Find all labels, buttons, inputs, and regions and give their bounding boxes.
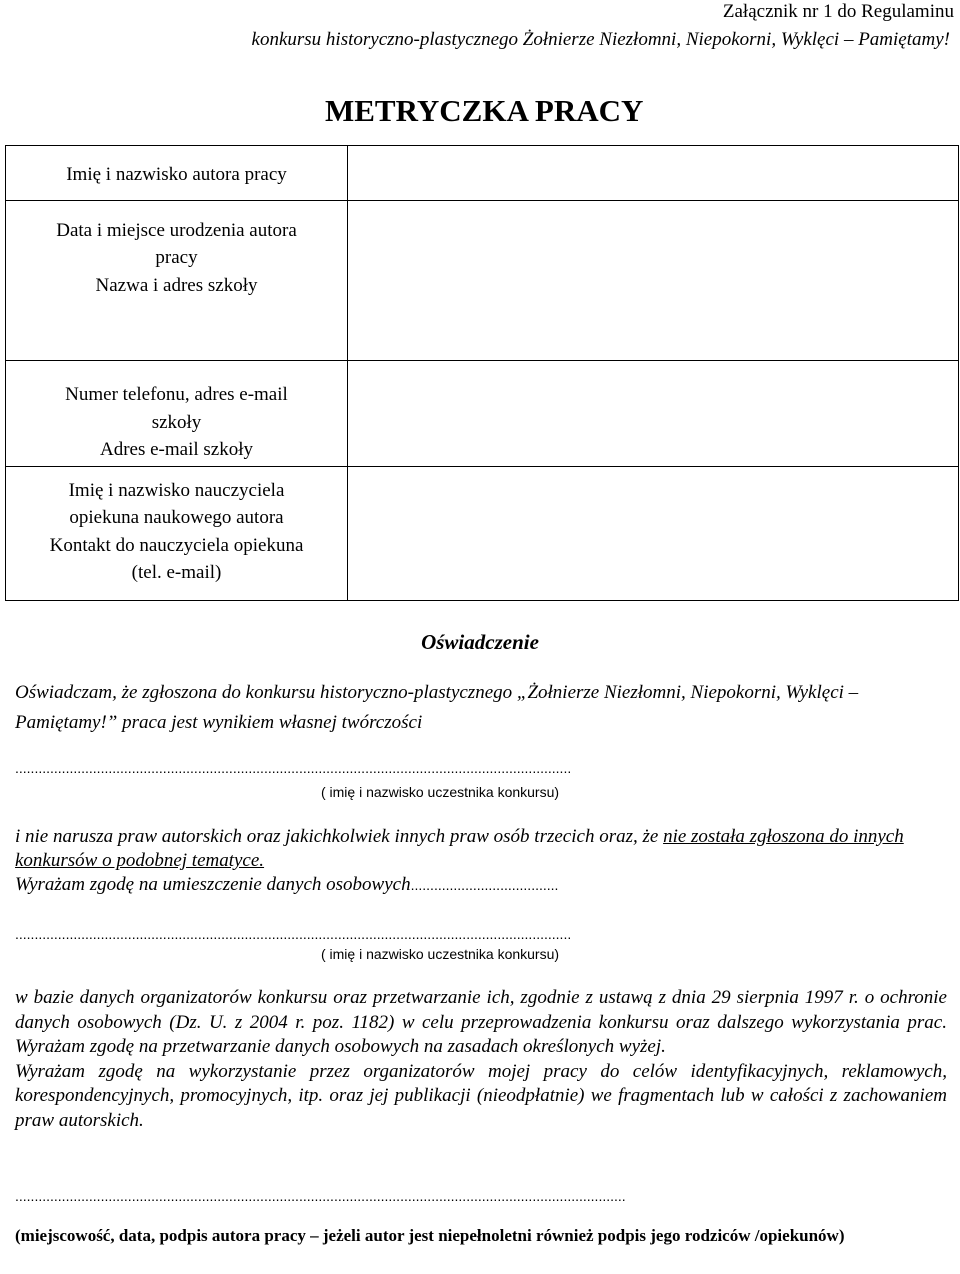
- signature-dotted-line[interactable]: .............................................................................................................................................................: [15, 1188, 626, 1204]
- participant-name-dotted-line[interactable]: ...............................................................................................................................................: [15, 760, 572, 776]
- form-row-birth-school: [6, 200, 959, 361]
- declaration-text: i nie narusza praw autorskich oraz jakichkolwiek innych praw osób trzecich oraz, że: [15, 826, 664, 847]
- label-line: Kontakt do nauczyciela opiekuna: [49, 534, 304, 556]
- form-row-school-contact: [6, 361, 959, 466]
- form-field-school-contact[interactable]: [348, 361, 959, 466]
- form-label-teacher: [6, 466, 348, 601]
- participant-name-caption-2: ( imię i nazwisko uczestnika konkursu): [320, 946, 560, 962]
- label-line: (tel. e-mail): [131, 562, 222, 583]
- label-line: Numer telefonu, adres e-mail: [65, 384, 288, 406]
- declaration-paragraph-3: [15, 986, 947, 1134]
- form-field-birth-school[interactable]: [348, 200, 959, 361]
- attachment-header: Załącznik nr 1 do Regulaminu: [722, 1, 954, 22]
- participant-name-caption: ( imię i nazwisko uczestnika konkursu): [320, 784, 560, 800]
- label-line: Adres e-mail szkoły: [99, 439, 253, 461]
- underlined-statement: nie została zgłoszona do innych konkursów o podobnej tematyce.: [15, 826, 904, 871]
- form-field-teacher[interactable]: [348, 466, 959, 601]
- form-label-author-name: [6, 146, 348, 201]
- participant-name-dotted-line-2[interactable]: ...............................................................................................................................................: [15, 926, 572, 942]
- declaration-text: Oświadczam, że zgłoszona do konkursu historyczno-plastycznego „Żołnierze Niezłomni, Niepokorni, Wyklęci – Pamiętamy!”: [15, 682, 859, 733]
- form-field-author-name[interactable]: [348, 146, 959, 201]
- declaration-paragraph-1: [15, 678, 945, 738]
- consent-dotted-line[interactable]: ......................................: [410, 877, 559, 893]
- declaration-paragraph-2: [15, 825, 950, 897]
- declaration-title: Oświadczenie: [421, 630, 539, 654]
- publication-consent: Wyrażam zgodę na wykorzystanie przez organizatorów mojej pracy do celów identyfikacyjnych, reklamowych, korespondencyjnych, promocyjnych, itp. oraz jej publikacji (nieodpłatnie) we fragmentach lub w całości z zachowaniem praw autorskich.: [15, 1060, 947, 1131]
- label-line: Nazwa i adres szkoły: [95, 274, 258, 296]
- declaration-text: praca jest wynikiem własnej twórczości: [122, 712, 423, 733]
- label-line: opiekuna naukowego autora: [69, 507, 284, 528]
- form-label-birth-school: [6, 200, 348, 361]
- form-label-school-contact: [6, 361, 348, 466]
- form-row-author-name: [6, 146, 959, 201]
- page-title: METRYCZKA PRACY: [325, 93, 644, 128]
- form-row-teacher: [6, 466, 959, 601]
- label-line: pracy: [155, 247, 198, 269]
- consent-text: Wyrażam zgodę na umieszczenie danych osobowych: [15, 874, 411, 895]
- label-line: Data i miejsce urodzenia autora: [56, 219, 297, 241]
- metrics-form-table: [5, 145, 959, 601]
- label-line: szkoły: [151, 411, 202, 433]
- data-processing-consent: w bazie danych organizatorów konkursu oraz przetwarzanie ich, zgodnie z ustawą z dnia 29 sierpnia 1997 r. o ochronie danych osobowych (Dz. U. z 2004 r. poz. 1182) w celu przeprowadzenia konkursu oraz dalszego wykorzystania prac. Wyrażam zgodę na przetwarzanie danych osobowych na zasadach określonych wyżej.: [15, 987, 947, 1058]
- label-line: Imię i nazwisko nauczyciela: [68, 479, 285, 501]
- contest-header: konkursu historyczno-plastycznego Żołnierze Niezłomni, Niepokorni, Wyklęci – Pamiętamy!: [251, 29, 950, 50]
- signature-caption: (miejscowość, data, podpis autora pracy – jeżeli autor jest niepełnoletni również podpis jego rodziców /opiekunów): [15, 1226, 845, 1245]
- label-line: Imię i nazwisko autora pracy: [66, 164, 287, 185]
